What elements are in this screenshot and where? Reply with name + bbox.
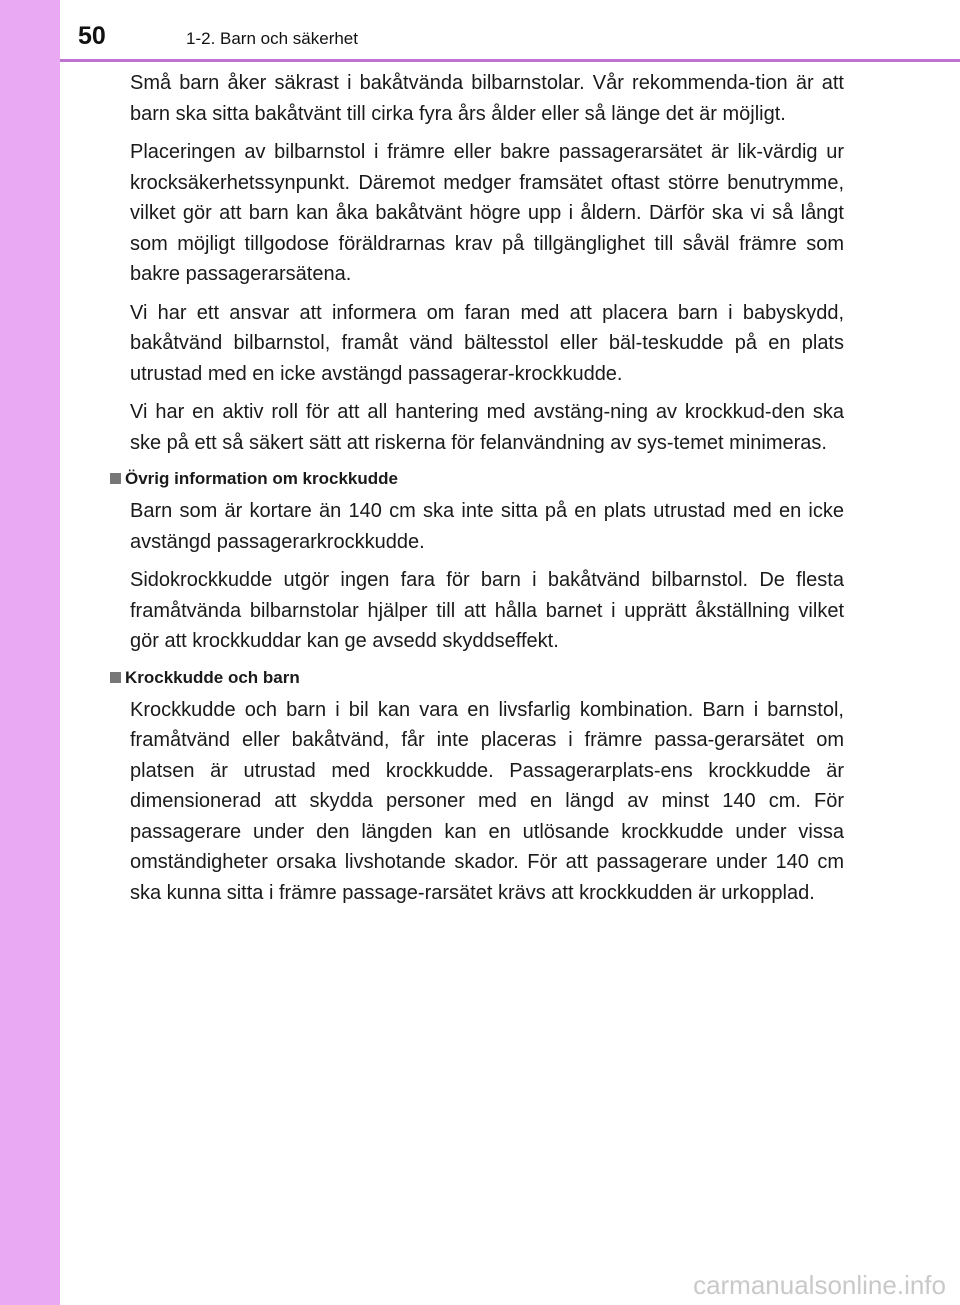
subheading-text: Övrig information om krockkudde bbox=[125, 469, 398, 488]
paragraph: Barn som är kortare än 140 cm ska inte sitta på en plats utrustad med en icke avstängd passagerarkrockkudde. bbox=[130, 500, 844, 553]
section-title: 1-2. Barn och säkerhet bbox=[186, 29, 358, 48]
square-bullet-icon bbox=[110, 672, 121, 683]
paragraph: Små barn åker säkrast i bakåtvända bilbarnstolar. Vår rekommenda-tion är att barn ska sitta bakåtvänt till cirka fyra års ålder eller så länge det är möjligt. bbox=[130, 72, 844, 125]
watermark: carmanualsonline.info bbox=[693, 1270, 946, 1300]
paragraph: Vi har en aktiv roll för att all hantering med avstäng-ning av krockkud-den ska ske på ett så säkert sätt att riskerna för felanvändning av sys-temet minimeras. bbox=[130, 401, 844, 454]
paragraph: Sidokrockkudde utgör ingen fara för barn i bakåtvänd bilbarnstol. De flesta framåtvända bilbarnstolar hjälper till att hålla barnet i upprätt åkställning vilket gör att krockkuddar kan ge avsedd skyddseffekt. bbox=[130, 569, 844, 652]
paragraph: Vi har ett ansvar att informera om faran med att placera barn i babyskydd, bakåtvänd bilbarnstol, framåt vänd bältesstol eller bäl-teskudde på en plats utrustad med en icke avstängd passagerar-krockkudde. bbox=[130, 301, 844, 385]
paragraph: Placeringen av bilbarnstol i främre eller bakre passagerarsätet är lik-värdig ur krocksäkerhetssynpunkt. Däremot medger framsätet oftast större benutrymme, vilket gör att barn kan åka bakåtvänt högre upp i åldern. Därför ska vi så långt som möjligt tillgodose föräldrarnas krav på tillgänglighet till såväl främre som bakre passagerarsätena. bbox=[130, 141, 844, 285]
subheading-text: Krockkudde och barn bbox=[125, 667, 300, 687]
subheading-other-airbag-info bbox=[110, 466, 844, 492]
subheading-airbag-and-children bbox=[110, 665, 844, 691]
page-sidebar bbox=[0, 0, 60, 1305]
header-rule bbox=[60, 59, 960, 62]
square-bullet-icon bbox=[110, 473, 121, 484]
page-content bbox=[125, 68, 844, 916]
paragraph: Krockkudde och barn i bil kan vara en livsfarlig kombination. Barn i barnstol, framåtvänd eller bakåtvänd, får inte placeras i främre passa-gerarsätet om platsen är utrustad med krockkudde. Passagerarplats-ens krockkudde är dimensionerad att skydda personer med en längd av minst 140 cm. För passagerare under den längden kan en utlösande krockkudde under vissa omständigheter orsaka livshotande skador. För att passagerare under 140 cm ska kunna sitta i främre passage-rarsätet krävs att krockkudden är urkopplad. bbox=[130, 698, 844, 904]
page-number: 50 bbox=[78, 22, 106, 50]
